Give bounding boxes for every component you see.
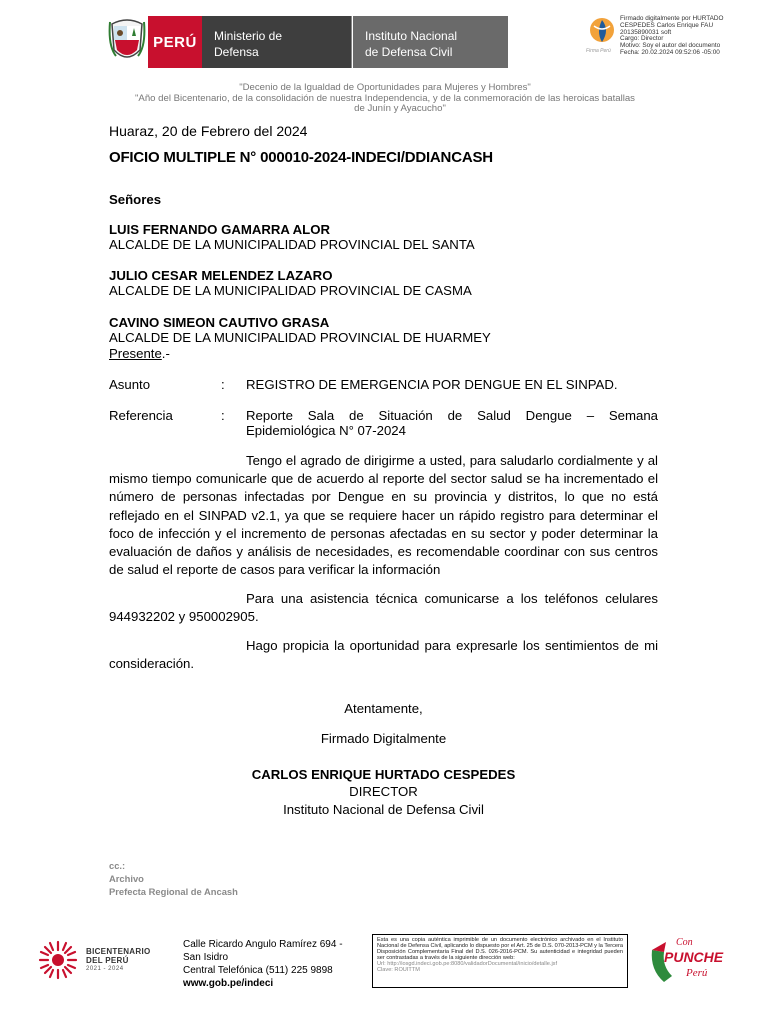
- salutation: Señores: [109, 192, 162, 207]
- footer-address: [183, 938, 363, 990]
- recipient-name: CAVINO SIMEON CAUTIVO GRASA: [109, 315, 330, 330]
- campaign-name: PUNCHE: [664, 949, 724, 965]
- referencia-colon: :: [221, 408, 225, 423]
- recipient-name: LUIS FERNANDO GAMARRA ALOR: [109, 222, 330, 237]
- body-paragraph: Hago propicia la oportunidad para expresarle los sentimientos de mi consideración.: [109, 638, 658, 672]
- bicentenario-line1: BICENTENARIO: [86, 947, 151, 956]
- asunto-value: REGISTRO DE EMERGENCIA POR DENGUE EN EL SINPAD.: [246, 377, 618, 392]
- firma-peru-logo-icon: [588, 16, 616, 48]
- asunto-label: Asunto: [109, 377, 151, 392]
- bicentenario-logo-icon: [36, 938, 80, 982]
- recipient-name: JULIO CESAR MELENDEZ LAZARO: [109, 268, 333, 283]
- website-link[interactable]: www.gob.pe/indeci: [183, 978, 274, 989]
- phone: Central Telefónica (511) 225 9898: [183, 965, 333, 976]
- con-punche-peru-logo-icon: [642, 930, 728, 988]
- signer-name: CARLOS ENRIQUE HURTADO CESPEDES: [251, 767, 516, 782]
- signer-role: DIRECTOR: [349, 784, 418, 799]
- signature-line: Firmado digitalmente por HURTADO: [620, 15, 724, 22]
- verification-key: Clave: ROUITTM: [377, 967, 420, 974]
- signature-line: Cargo: Director: [620, 35, 664, 43]
- referencia-label: Referencia: [109, 408, 173, 423]
- motto-line2: "Año del Bicentenario, de la consolidación de nuestra Independencia, y de la conmemoración de las heroicas batallas: [135, 93, 635, 104]
- bicentenario-text: [86, 947, 151, 965]
- signature-line: Motivo: Soy el autor del documento: [620, 42, 721, 50]
- digital-signature-block: [620, 16, 760, 57]
- signature-line: Fecha: 20.02.2024 09:52:06 -05:00: [620, 48, 720, 56]
- peru-coat-of-arms-icon: [108, 16, 146, 66]
- bicentenario-years: 2021 - 2024: [86, 966, 124, 972]
- motto-line3: de Junín y Ayacucho": [354, 103, 446, 114]
- asunto-colon: :: [221, 377, 225, 392]
- ministry-box: [202, 16, 352, 68]
- cc-label: cc.:: [109, 860, 126, 871]
- letter-number: OFICIO MULTIPLE N° 000010-2024-INDECI/DDIANCASH: [109, 149, 493, 166]
- letter-date: Huaraz, 20 de Febrero del 2024: [109, 123, 308, 139]
- presente: Presente: [109, 345, 162, 361]
- institute-line1: Instituto Nacional: [365, 29, 458, 43]
- recipient-title: ALCALDE DE LA MUNICIPALIDAD PROVINCIAL DEL SANTA: [109, 237, 475, 253]
- recipient-title: ALCALDE DE LA MUNICIPALIDAD PROVINCIAL DE HUARMEY: [109, 330, 491, 346]
- bicentenario-line2: DEL PERÚ: [86, 956, 129, 965]
- recipient-title: ALCALDE DE LA MUNICIPALIDAD PROVINCIAL DE CASMA: [109, 283, 472, 299]
- recipient-block: [109, 222, 475, 253]
- institute-line2: de Defensa Civil: [365, 45, 453, 59]
- presente-suffix: .-: [161, 345, 170, 361]
- institute-box: [353, 16, 508, 68]
- signer-org: Instituto Nacional de Defensa Civil: [283, 802, 484, 817]
- ministry-line2: Defensa: [214, 45, 259, 59]
- motto-line1: "Decenio de la Igualdad de Oportunidades para Mujeres y Hombres": [239, 82, 531, 93]
- signature-line: 20135890031 soft: [620, 28, 672, 36]
- campaign-con: Con: [676, 937, 693, 948]
- signature-line: CESPEDES Carlos Enrique FAU: [620, 21, 714, 29]
- recipient-block: [109, 268, 472, 299]
- cc-block: [109, 859, 238, 898]
- address-line2: San Isidro: [183, 952, 229, 963]
- firma-peru-caption: Firma Perú: [586, 48, 611, 54]
- cc-item: Archivo: [109, 873, 144, 884]
- presente-line: [109, 346, 491, 361]
- verification-url[interactable]: Url: http://iosgd.indeci.gob.pe:8080/validadorDocumental/inicio/detalle.jsf: [377, 961, 558, 968]
- body-paragraph: Tengo el agrado de dirigirme a usted, para saludarlo cordialmente y al mismo tiempo comunicarle que de acuerdo al reporte del sector salud se ha incrementado el número de personas infectadas por Dengue en su provincia y distritos, lo que no está reflejado en el SINPAD v2.1, ya que se requiere hacer un rápido registro para determinar el foco de infección y el incremento de personas afectadas en su sector y poder determinar la evaluación de daños y análisis de necesidades, es recomendable coordinar con sus centros de salud el reporte de casos para verificar la información: [109, 453, 658, 578]
- recipient-block: [109, 315, 491, 361]
- verification-box: [372, 934, 628, 988]
- referencia-value: Reporte Sala de Situación de Salud Dengue – Semana Epidemiológica N° 07-2024: [246, 408, 658, 439]
- closing: Atentamente,: [344, 701, 423, 716]
- body-paragraph: Para una asistencia técnica comunicarse a los teléfonos celulares 944932202 y 950002905.: [109, 591, 658, 625]
- ministry-line1: Ministerio de: [214, 29, 283, 43]
- signed-digitally: Firmado Digitalmente: [320, 731, 447, 746]
- campaign-country: Perú: [686, 967, 708, 979]
- cc-item: Prefecta Regional de Ancash: [109, 886, 238, 897]
- verification-text: Esta es una copia auténtica imprimible de un documento electrónico archivado en el Instituto Nacional de Defensa Civil, aplicando lo dispuesto por el Art. 25 de D.S. 070-2013-PCM y la Tercera Disposición Complementaria Final del D.S. 026-2016-PCM. Su autenticidad e integridad pueden ser contrastadas a través de la siguiente dirección web:: [377, 937, 623, 962]
- address-line1: Calle Ricardo Angulo Ramírez 694 -: [183, 939, 343, 950]
- peru-brand-box: PERÚ: [148, 16, 202, 68]
